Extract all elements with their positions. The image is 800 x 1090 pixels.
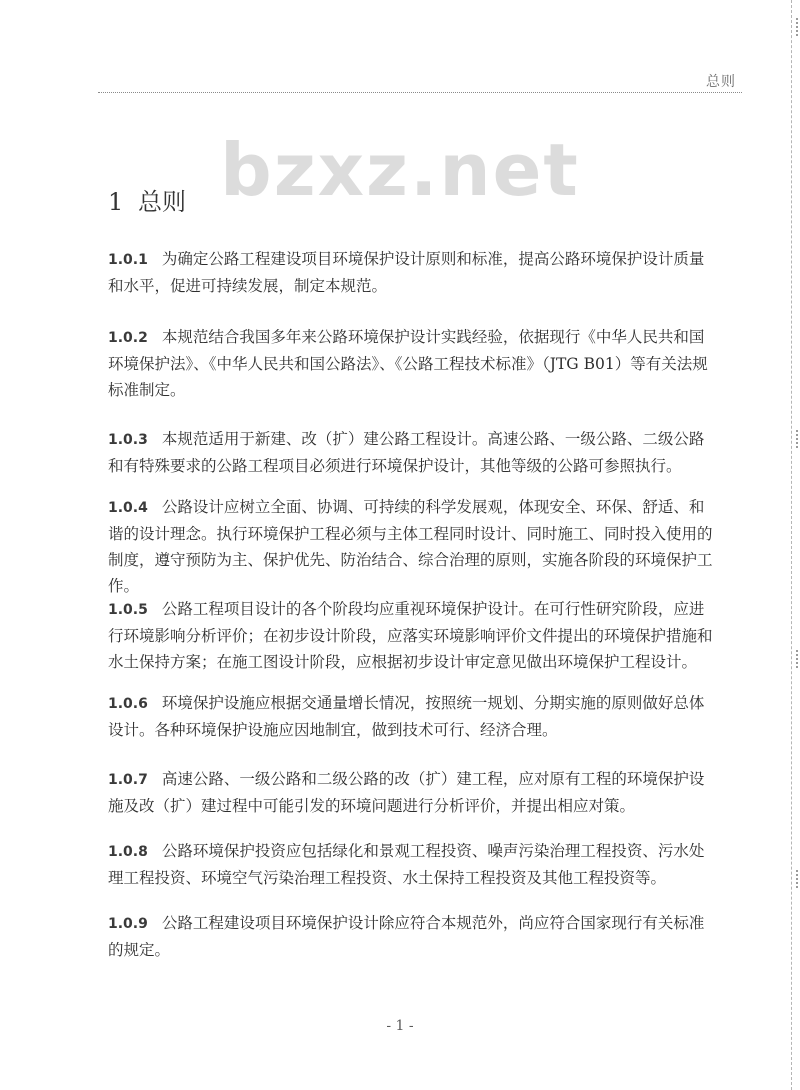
clause-text: 本规范结合我国多年来公路环境保护设计实践经验，依据现行《中华人民共和国环境保护法》、《中华人民共和国公路法》、《公路工程技术标准》（JTG B01）等有关法规标准制定。 [108, 328, 708, 399]
clause-number: 1.0.2 [108, 330, 148, 346]
clause-1-0-6 [108, 690, 714, 743]
clause-number: 1.0.6 [108, 696, 148, 712]
edge-tick-mark [790, 18, 798, 36]
clause-1-0-1 [108, 246, 714, 299]
watermark-text: bzxz.net [220, 128, 580, 212]
chapter-number: 1 [108, 188, 124, 216]
clause-text: 环境保护设施应根据交通量增长情况，按照统一规划、分期实施的原则做好总体设计。各种环境保护设施应因地制宜，做到技术可行、经济合理。 [108, 694, 705, 739]
running-header [98, 70, 742, 93]
clause-number: 1.0.9 [108, 916, 148, 932]
clause-number: 1.0.5 [108, 602, 148, 618]
clause-number: 1.0.1 [108, 252, 148, 268]
clause-number: 1.0.8 [108, 844, 148, 860]
clause-1-0-9 [108, 910, 714, 963]
clause-text: 高速公路、一级公路和二级公路的改（扩）建工程，应对原有工程的环境保护设施及改（扩）建过程中可能引发的环境问题进行分析评价，并提出相应对策。 [108, 770, 705, 815]
clause-1-0-8 [108, 838, 714, 891]
clause-text: 公路工程建设项目环境保护设计除应符合本规范外，尚应符合国家现行有关标准的规定。 [108, 914, 705, 959]
clause-1-0-3 [108, 426, 714, 479]
chapter-title: 总则 [138, 188, 186, 216]
running-head-title: 总则 [706, 74, 736, 90]
clause-text: 本规范适用于新建、改（扩）建公路工程设计。高速公路、一级公路、二级公路和有特殊要求的公路工程项目必须进行环境保护设计，其他等级的公路可参照执行。 [108, 430, 705, 475]
edge-tick-mark [790, 430, 798, 448]
clause-1-0-7 [108, 766, 714, 819]
page-number: - 1 - [386, 1018, 414, 1034]
page-edge-line [791, 0, 792, 1090]
clause-text: 公路工程项目设计的各个阶段均应重视环境保护设计。在可行性研究阶段，应进行环境影响分析评价；在初步设计阶段，应落实环境影响评价文件提出的环境保护措施和水土保持方案；在施工图设计阶段，应根据初步设计审定意见做出环境保护工程设计。 [108, 600, 713, 671]
clause-text: 为确定公路工程建设项目环境保护设计原则和标准，提高公路环境保护设计质量和水平，促进可持续发展，制定本规范。 [108, 250, 705, 295]
clause-text: 公路环境保护投资应包括绿化和景观工程投资、噪声污染治理工程投资、污水处理工程投资、环境空气污染治理工程投资、水土保持工程投资及其他工程投资等。 [108, 842, 705, 887]
clause-number: 1.0.4 [108, 500, 148, 516]
clause-1-0-2 [108, 324, 714, 403]
clause-number: 1.0.3 [108, 432, 148, 448]
edge-tick-mark [790, 870, 798, 888]
edge-tick-mark [790, 650, 798, 668]
clause-1-0-4 [108, 494, 714, 599]
clause-1-0-5 [108, 596, 714, 675]
clause-number: 1.0.7 [108, 772, 148, 788]
clause-text: 公路设计应树立全面、协调、可持续的科学发展观，体现安全、环保、舒适、和谐的设计理念。执行环境保护工程必须与主体工程同时设计、同时施工、同时投入使用的制度，遵守预防为主、保护优先、防治结合、综合治理的原则，实施各阶段的环境保护工作。 [108, 498, 713, 595]
chapter-heading [108, 182, 186, 217]
